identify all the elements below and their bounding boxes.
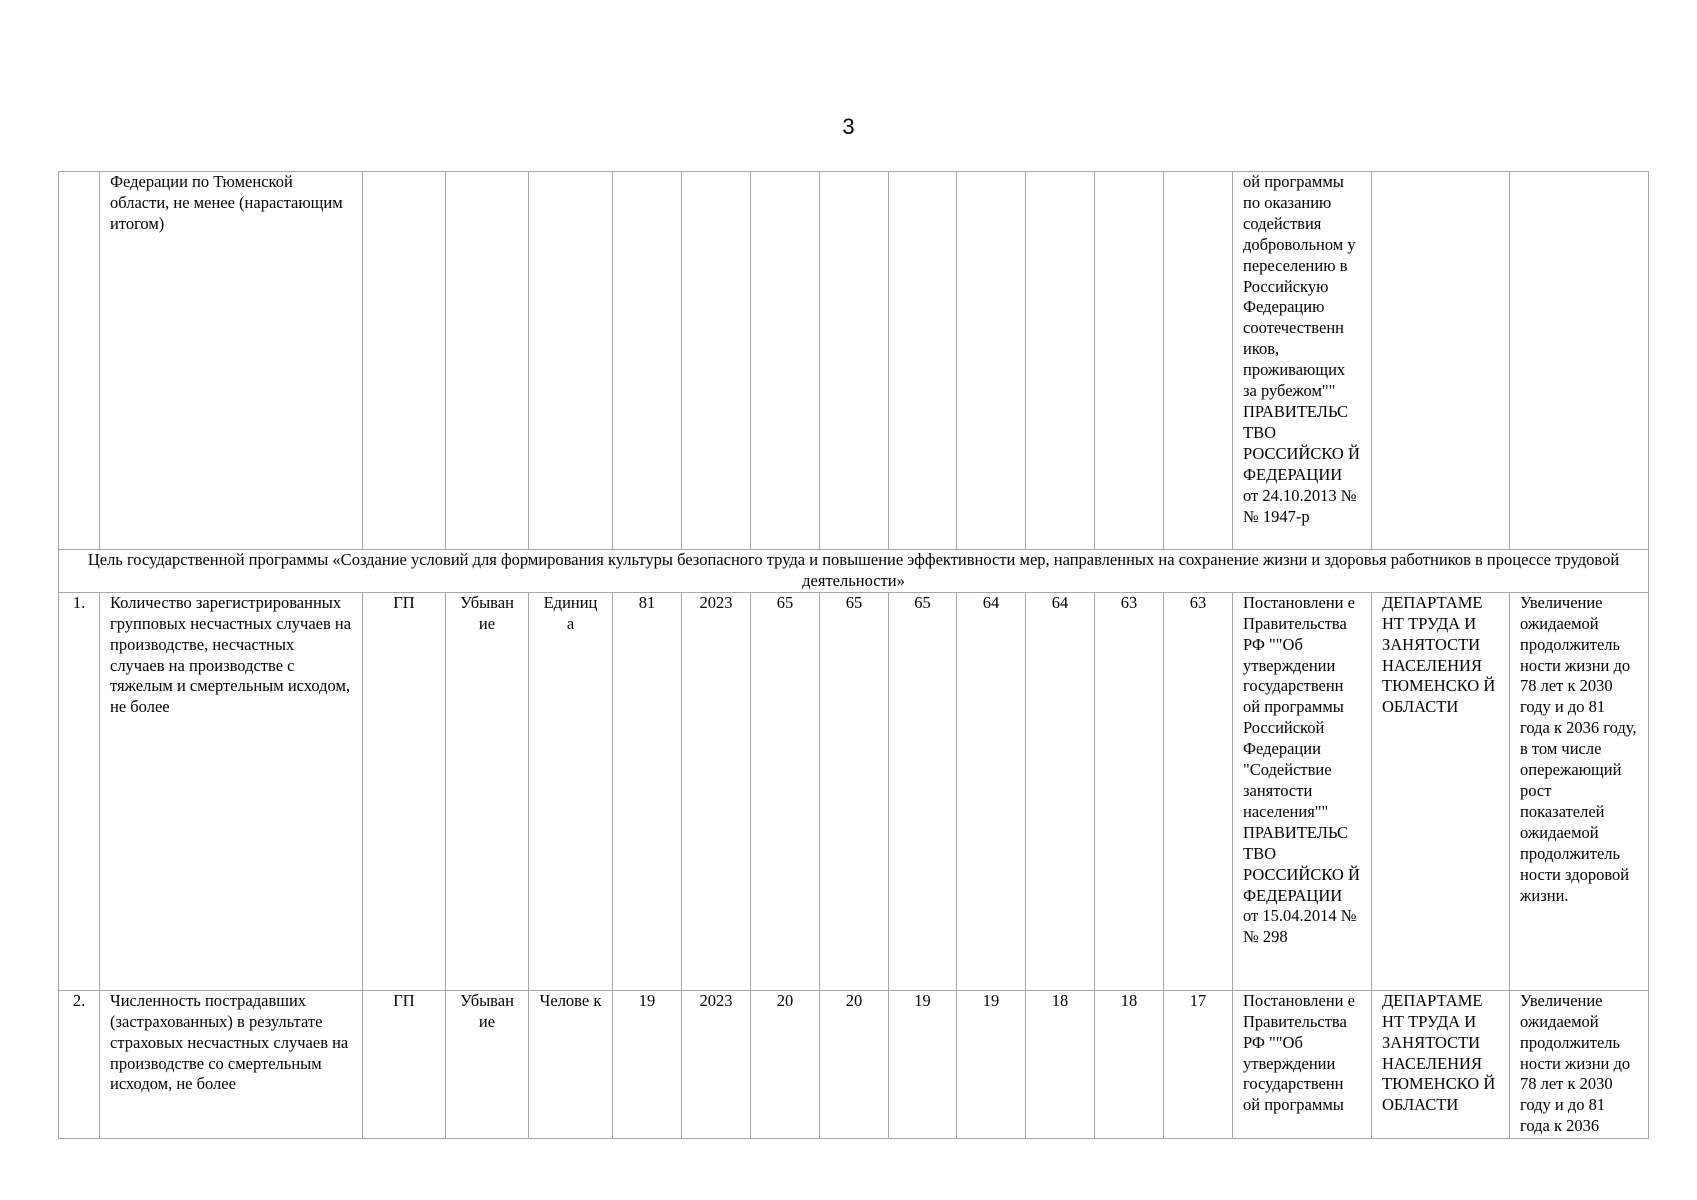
cell-empty bbox=[889, 172, 957, 550]
cell-empty bbox=[1372, 172, 1510, 550]
cell-value: 19 bbox=[957, 990, 1026, 1138]
cell-empty bbox=[957, 172, 1026, 550]
cell-basis: Постановлени е Правительства РФ ""Об утверждении государственн ой программы Российской Федерации "Содействие занятости населения"" ПРАВИТЕЛЬС ТВО РОССИЙСКО Й ФЕДЕРАЦИИ от 15.04.2014 № № 298 bbox=[1233, 592, 1372, 990]
cell-responsible: ДЕПАРТАМЕ НТ ТРУДА И ЗАНЯТОСТИ НАСЕЛЕНИЯ ТЮМЕНСКО Й ОБЛАСТИ bbox=[1372, 592, 1510, 990]
page-number: 3 bbox=[842, 114, 855, 139]
cell-num: 2. bbox=[59, 990, 100, 1138]
cell-indicator: Федерации по Тюменской области, не менее (нарастающим итогом) bbox=[100, 172, 363, 550]
table-row-goal bbox=[59, 550, 1649, 593]
cell-base-year: 2023 bbox=[682, 592, 751, 990]
cell-num: 1. bbox=[59, 592, 100, 990]
cell-value: 17 bbox=[1164, 990, 1233, 1138]
goal-heading: Цель государственной программы «Создание условий для формирования культуры безопасного труда и повышение эффективности мер, направленных на сохранение жизни и здоровья работников в процессе трудовой деятельности» bbox=[59, 550, 1649, 593]
cell-empty bbox=[1164, 172, 1233, 550]
table-row bbox=[59, 990, 1649, 1138]
cell-basis: ой программы по оказанию содействия добровольном у переселению в Российскую Федерацию соотечественн иков, проживающих за рубежом"" ПРАВИТЕЛЬС ТВО РОССИЙСКО Й ФЕДЕРАЦИИ от 24.10.2013 № № 1947-р bbox=[1233, 172, 1372, 550]
cell-value: 65 bbox=[889, 592, 957, 990]
cell-empty bbox=[613, 172, 682, 550]
cell-level: ГП bbox=[363, 990, 446, 1138]
cell-base-value: 19 bbox=[613, 990, 682, 1138]
cell-value: 64 bbox=[957, 592, 1026, 990]
cell-empty bbox=[820, 172, 889, 550]
indicators-table bbox=[58, 171, 1649, 1139]
cell-goal-link: Увеличение ожидаемой продолжитель ности жизни до 78 лет к 2030 году и до 81 года к 2036 bbox=[1510, 990, 1649, 1138]
cell-value: 20 bbox=[751, 990, 820, 1138]
cell-trend: Убыван ие bbox=[446, 990, 529, 1138]
cell-trend: Убыван ие bbox=[446, 592, 529, 990]
cell-empty bbox=[1026, 172, 1095, 550]
cell-empty bbox=[1095, 172, 1164, 550]
table-row-continuation bbox=[59, 172, 1649, 550]
cell-value: 64 bbox=[1026, 592, 1095, 990]
cell-value: 19 bbox=[889, 990, 957, 1138]
cell-empty bbox=[529, 172, 613, 550]
cell-value: 20 bbox=[820, 990, 889, 1138]
cell-basis: Постановлени е Правительства РФ ""Об утверждении государственн ой программы bbox=[1233, 990, 1372, 1138]
cell-empty bbox=[446, 172, 529, 550]
cell-empty bbox=[751, 172, 820, 550]
cell-empty bbox=[363, 172, 446, 550]
cell-goal-link: Увеличение ожидаемой продолжитель ности жизни до 78 лет к 2030 году и до 81 года к 2036 году, в том числе опережающий рост показателей ожидаемой продолжитель ности здоровой жизни. bbox=[1510, 592, 1649, 990]
cell-indicator: Численность пострадавших (застрахованных) в результате страховых несчастных случаев на производстве со смертельным исходом, не более bbox=[100, 990, 363, 1138]
table-row bbox=[59, 592, 1649, 990]
cell-indicator: Количество зарегистрированных групповых несчастных случаев на производстве, несчастных случаев на производстве с тяжелым и смертельным исходом, не более bbox=[100, 592, 363, 990]
cell-value: 63 bbox=[1164, 592, 1233, 990]
cell-unit: Челове к bbox=[529, 990, 613, 1138]
cell-value: 63 bbox=[1095, 592, 1164, 990]
cell-base-value: 81 bbox=[613, 592, 682, 990]
cell-level: ГП bbox=[363, 592, 446, 990]
cell-num bbox=[59, 172, 100, 550]
cell-empty bbox=[682, 172, 751, 550]
cell-responsible: ДЕПАРТАМЕ НТ ТРУДА И ЗАНЯТОСТИ НАСЕЛЕНИЯ ТЮМЕНСКО Й ОБЛАСТИ bbox=[1372, 990, 1510, 1138]
cell-empty bbox=[1510, 172, 1649, 550]
cell-value: 65 bbox=[751, 592, 820, 990]
cell-unit: Единиц а bbox=[529, 592, 613, 990]
cell-value: 18 bbox=[1095, 990, 1164, 1138]
cell-value: 18 bbox=[1026, 990, 1095, 1138]
cell-base-year: 2023 bbox=[682, 990, 751, 1138]
cell-value: 65 bbox=[820, 592, 889, 990]
